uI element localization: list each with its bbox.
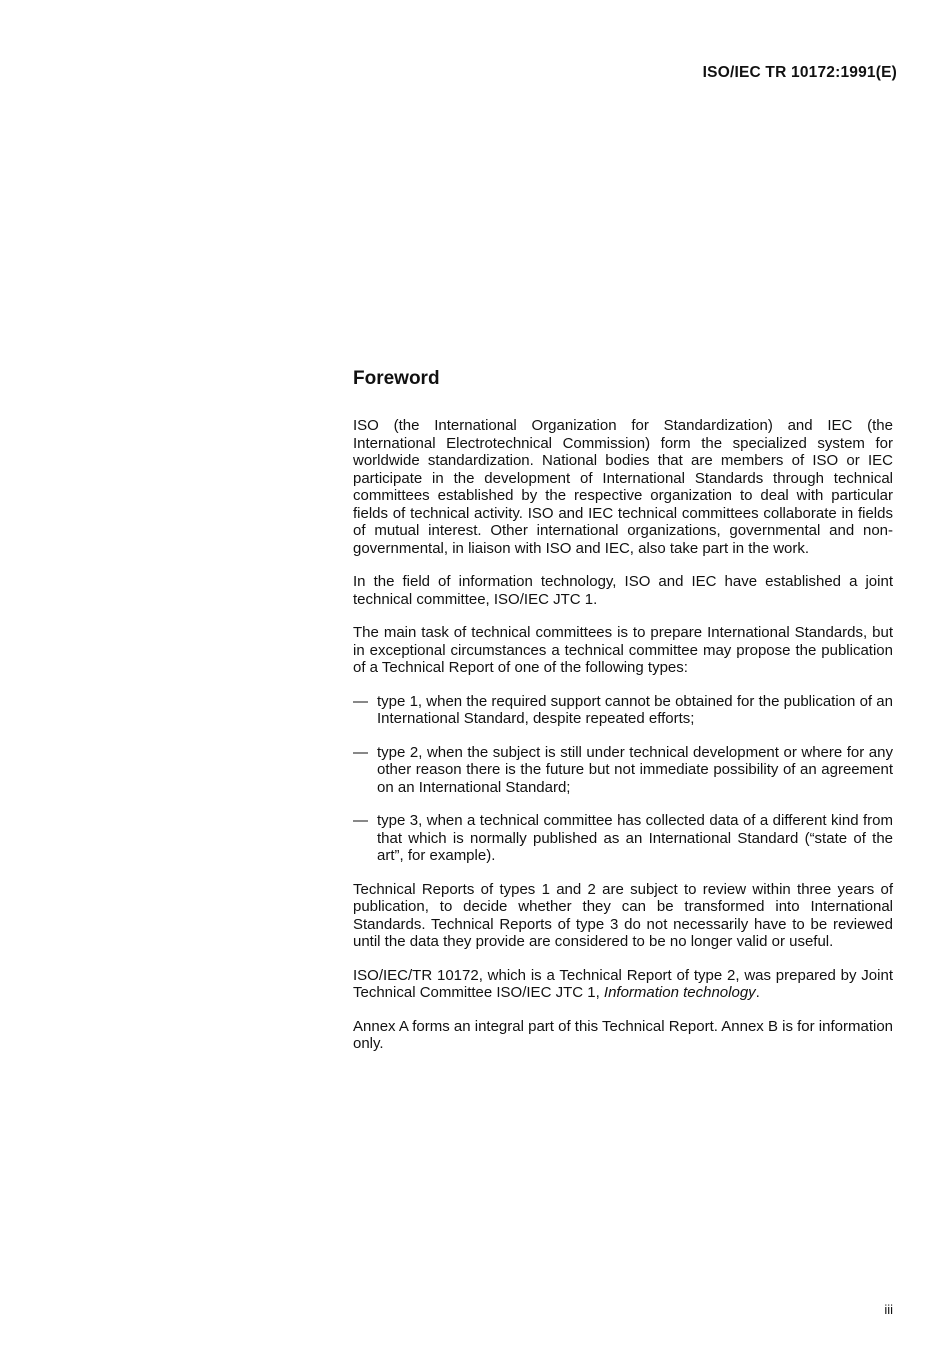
list-dash: —	[353, 812, 368, 829]
list-item-type-2	[353, 744, 893, 797]
prepared-by-text: ISO/IEC/TR 10172, which is a Technical Report of type 2, was prepared by Joint Technical Committee ISO/IEC JTC 1,	[353, 966, 893, 1001]
list-item-type-1	[353, 693, 893, 728]
list-item-text: type 1, when the required support cannot be obtained for the publication of an International Standard, despite repeated efforts;	[377, 692, 893, 727]
committee-title: Information technology	[603, 984, 756, 1001]
paragraph-annexes: Annex A forms an integral part of this Technical Report. Annex B is for information only.	[353, 1017, 894, 1052]
foreword-section	[353, 368, 893, 1069]
list-item-type-3	[353, 812, 893, 865]
page-number: iii	[884, 1302, 893, 1317]
list-dash: —	[353, 692, 368, 710]
paragraph-review: Technical Reports of types 1 and 2 are subject to review within three years of publication, to decide whether they can be transformed into International Standards. Technical Reports of type 3 do not necessarily have to be reviewed until the data they provide are considered to be no longer valid or useful.	[353, 880, 893, 950]
paragraph-iso-iec: ISO (the International Organization for Standardization) and IEC (the International Electrotechnical Commission) form the specialized system for worldwide standardization. National bodies that are members of ISO or IEC participate in the development of International Standards through technical committees established by the respective organization to deal with particular fields of technical activity. ISO and IEC technical committees collaborate in fields of mutual interest. Other international organizations, governmental and non-governmental, in liaison with ISO and IEC, also take part in the work.	[353, 417, 893, 557]
list-item-text: type 2, when the subject is still under technical development or where for any other reason there is the future but not immediate possibility of an agreement on an International Standard;	[377, 743, 893, 796]
list-dash: —	[353, 743, 368, 761]
paragraph-jtc1: In the field of information technology, ISO and IEC have established a joint technical committee, ISO/IEC JTC 1.	[353, 573, 893, 608]
document-reference: ISO/IEC TR 10172:1991(E)	[702, 64, 897, 81]
page-title: Foreword	[353, 368, 440, 389]
prepared-by-end: .	[755, 984, 760, 1001]
paragraph-main-task: The main task of technical committees is to prepare International Standards, but in exceptional circumstances a technical committee may propose the publication of a Technical Report of one of the following types:	[353, 624, 893, 676]
paragraph-prepared-by	[353, 967, 893, 1002]
list-item-text: type 3, when a technical committee has collected data of a different kind from that which is normally published as an International Standard (“state of the art”, for example).	[377, 812, 893, 864]
